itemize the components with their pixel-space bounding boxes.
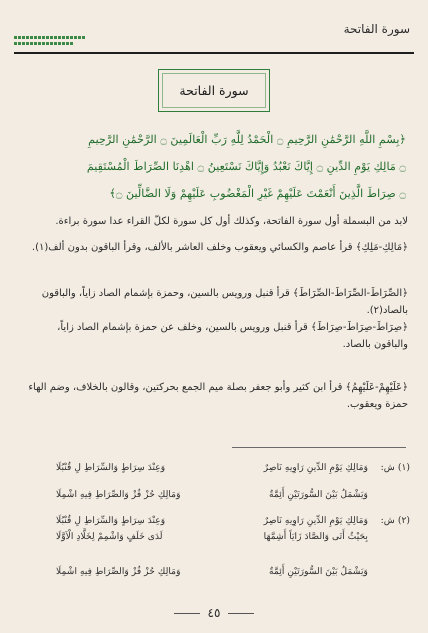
footnote-label: (٢) ش: (380, 515, 410, 526)
quran-verses (22, 126, 406, 207)
surah-title-frame (158, 69, 270, 112)
footnote-verse: وَعِنْدَ سِرَاطٍ وَالسِّرَاطِ لِ قُنْبُلَا (56, 515, 166, 526)
running-title: سورة الفاتحة (343, 22, 410, 36)
footnote-verse: لَدَى خَلَفٍ وَاشْمِمْ لِخَلَّادِ الْاَوَّلَا (56, 531, 163, 542)
reading-paragraph: ﴿مَالِكِ-مَلِكِ﴾ قرأ عاصم والكسائي ويعقوب وخلف العاشر بالألف، وقرأ الباقون بدون ألف(١). (31, 242, 408, 253)
page-header (14, 18, 414, 58)
reading-paragraph: ﴿صِرَاطَ-صِرَاطَ-صِرَاطَ﴾ قرأ قنبل ورويس بالسين، وخلف عن حمزة بإشمام الصاد زاياً، والباقون بالصاد. (57, 322, 408, 350)
page-number (0, 606, 428, 620)
header-rule (14, 52, 414, 54)
reading-paragraph: ﴿عَلَيْهِمْ-عَلَيْهِمُ﴾ قرأ ابن كثير وأبو جعفر بصلة ميم الجمع بحركتين، وقالون بالخلاف، وضم الهاء حمزة ويعقوب. (28, 382, 408, 410)
footnote-verse: وَيَشْمَلُ بَيْنَ السُّورَتَيْنِ أَئِمَّةٌ (269, 489, 368, 500)
footnote-verse: وَمَالِكِ حُزْ فُزْ وَالصِّرَاطِ فِيهِ اشْمِلَا (56, 489, 181, 500)
verse-line: ۝ صِرَاطَ الَّذِينَ أَنْعَمْتَ عَلَيْهِمْ غَيْرِ الْمَغْضُوبِ عَلَيْهِمْ وَلَا الضَّالِّينَ ۝﴾ (109, 187, 406, 200)
footnote-rule (232, 447, 406, 448)
reading-paragraph: ﴿الصِّرَاطَ-الصِّرَاطَ-الصِّرَاطَ﴾ قرأ قنبل ورويس بالسين، وحمزة بإشمام الصاد زاياً، والباقون بالصاد(٢). (41, 288, 408, 316)
footnote-verse: وَعِنْدَ سِرَاطٍ وَالسِّرَاطِ لِ قُنْبُلَا (56, 462, 166, 473)
verse-line: ۝ مَالِكِ يَوْمِ الدِّينِ ۝ إِيَّاكَ نَعْبُدُ وَإِيَّاكَ نَسْتَعِينُ ۝ اهْدِنَا الصِّرَاطَ الْمُسْتَقِيمَ (86, 160, 406, 173)
surah-title: سورة الفاتحة (179, 83, 249, 98)
header-ornament (14, 36, 86, 46)
footnote-label: (١) ش: (380, 462, 410, 473)
footnote-verse: وَمَالِكِ حُزْ فُزْ وَالصِّرَاطِ فِيهِ اشْمِلَا (56, 566, 181, 577)
footnote-verse: وَيَشْمَلُ بَيْنَ السُّورَتَيْنِ أَئِمَّةٌ (269, 566, 368, 577)
footnote-verse: وَمَالِكِ يَوْمِ الدِّينِ رَاوِيهِ نَاصِرٌ (263, 462, 368, 473)
page-number-text: ٤٥ (207, 606, 221, 620)
footnote-verse: وَمَالِكِ يَوْمِ الدِّينِ رَاوِيهِ نَاصِرٌ (263, 515, 368, 526)
intro-paragraph: لابد من البسملة أول سورة الفاتحة، وكذلك أول كل سورة لكلّ القراء عدا سورة براءة. (55, 216, 408, 227)
verse-line: ﴿بِسْمِ اللَّهِ الرَّحْمَٰنِ الرَّحِيمِ ۝ الْحَمْدُ لِلَّهِ رَبِّ الْعَالَمِينَ ۝ الرَّحْمَٰنِ الرَّحِيمِ (88, 133, 406, 146)
footnote-verse: بِحَيْثُ أَتَى وَالصَّادَ زَايَاً أَشِمَّهَا (263, 531, 368, 542)
